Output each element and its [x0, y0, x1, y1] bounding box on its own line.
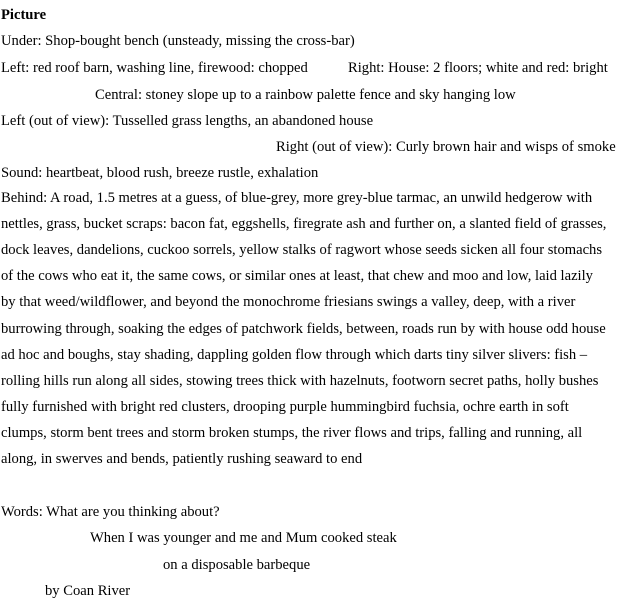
left-out-of-view-line: Left (out of view): Tusselled grass lengths, an abandoned house: [1, 113, 374, 129]
sound-line: Sound: heartbeat, blood rush, breeze rustle, exhalation: [1, 165, 319, 181]
behind-line: nettles, grass, bucket scraps: bacon fat, eggshells, firegrate ash and further on, a slanted field of grasses,: [1, 216, 607, 232]
left-line: Left: red roof barn, washing line, firewood: chopped: [1, 60, 308, 76]
behind-line: of the cows who eat it, the same cows, or similar ones at least, that chew and moo and low, laid lazily: [1, 268, 593, 284]
right-out-of-view-line: Right (out of view): Curly brown hair and wisps of smoke: [276, 139, 616, 155]
behind-line: along, in swerves and bends, patiently rushing seaward to end: [1, 451, 363, 467]
words-prompt: Words: What are you thinking about?: [1, 504, 220, 520]
under-line: Under: Shop-bought bench (unsteady, missing the cross-bar): [1, 33, 355, 49]
behind-line: ad hoc and boughs, stay shading, dappling golden flow through which darts tiny silver slivers: fish –: [1, 347, 588, 363]
central-line: Central: stoney slope up to a rainbow palette fence and sky hanging low: [95, 87, 516, 103]
behind-line: Behind: A road, 1.5 metres at a guess, of blue-grey, more grey-blue tarmac, an unwild hedgerow with: [1, 190, 593, 206]
byline: by Coan River: [45, 583, 131, 599]
picture-heading: Picture: [1, 7, 47, 23]
behind-line: rolling hills run along all sides, stowing trees thick with hazelnuts, footworn secret paths, holly bushes: [1, 373, 599, 389]
behind-line: clumps, storm bent trees and storm broken stumps, the river flows and trips, falling and running, all: [1, 425, 583, 441]
behind-line: dock leaves, dandelions, cuckoo sorrels, yellow stalks of ragwort whose seeds sicken all four stomachs: [1, 242, 603, 258]
right-line: Right: House: 2 floors; white and red: bright: [348, 60, 608, 76]
behind-line: burrowing through, soaking the edges of patchwork fields, between, roads run by with house odd house: [1, 321, 606, 337]
behind-line: fully furnished with bright red clusters, drooping purple hummingbird fuchsia, ochre earth in soft: [1, 399, 569, 415]
reply-line-2: on a disposable barbeque: [163, 557, 311, 573]
behind-line: by that weed/wildflower, and beyond the monochrome friesians swings a valley, deep, with a river: [1, 294, 576, 310]
reply-line-1: When I was younger and me and Mum cooked steak: [90, 530, 397, 546]
